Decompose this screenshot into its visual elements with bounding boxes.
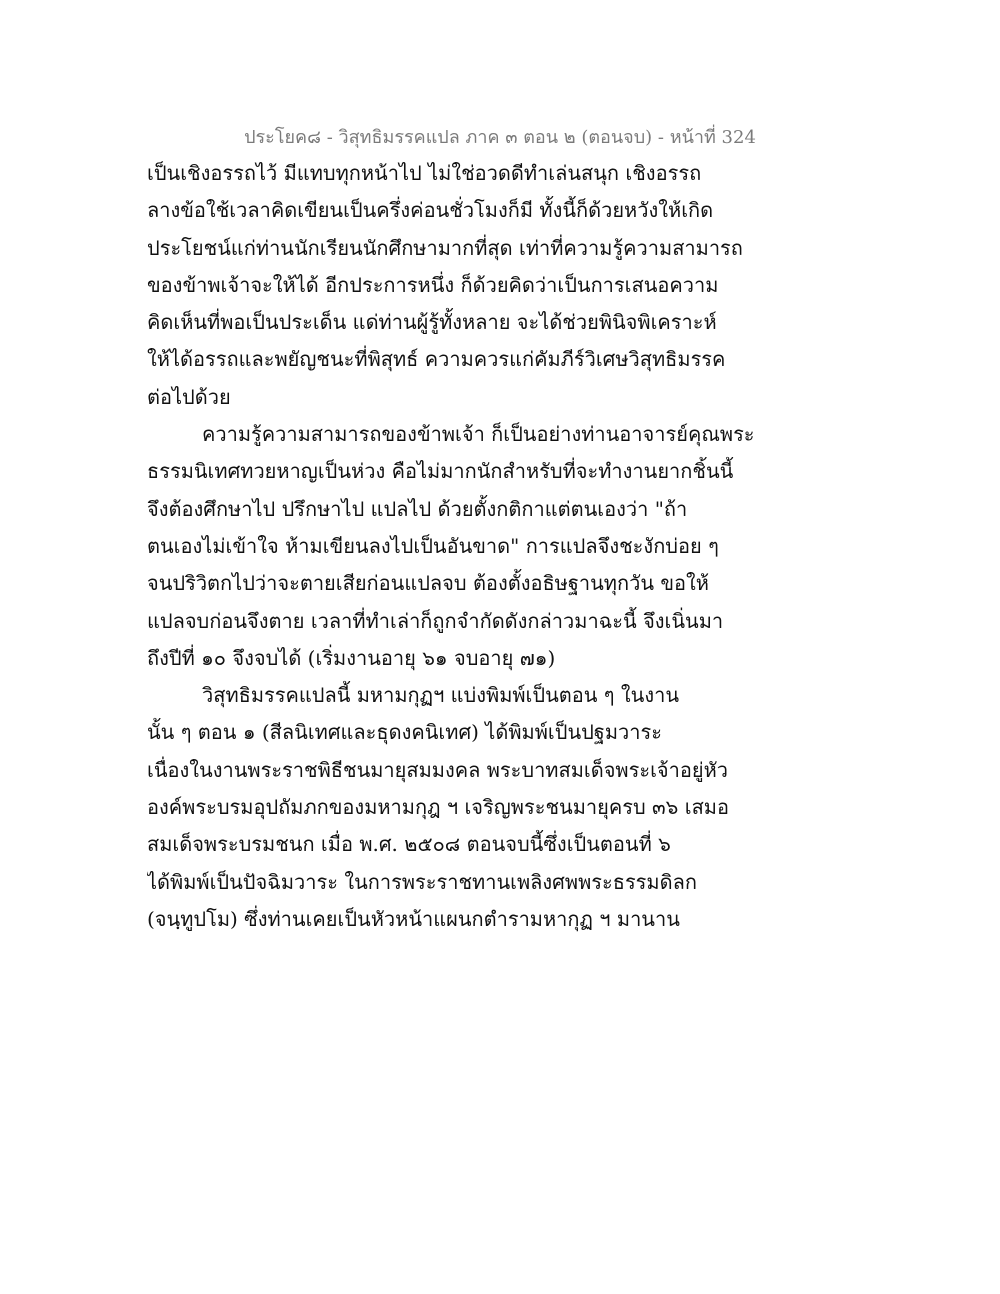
- text-line: จึงต้องศึกษาไป ปรึกษาไป แปลไป ด้วยตั้งกติกาแต่ตนเองว่า "ถ้า: [147, 496, 688, 521]
- body-text: [147, 155, 867, 938]
- text-line: (จนฺทูปโม) ซึ่งท่านเคยเป็นหัวหน้าแผนกตำรามหากุฏ ฯ มานาน: [147, 906, 680, 931]
- text-line: เป็นเชิงอรรถไว้ มีแทบทุกหน้าไป ไม่ใช่อวดดีทำเล่นสนุก เชิงอรรถ: [147, 161, 702, 185]
- text-line: คิดเห็นที่พอเป็นประเด็น แด่ท่านผู้รู้ทั้งหลาย จะได้ช่วยพินิจพิเคราะห์: [147, 310, 717, 335]
- text-line: แปลจบก่อนจึงตาย เวลาที่ทำเล่าก็ถูกจำกัดดังกล่าวมาฉะนี้ จึงเนิ่นมา: [147, 608, 724, 633]
- text-line: ได้พิมพ์เป็นปัจฉิมวาระ ในการพระราชทานเพลิงศพพระธรรมดิลก: [147, 869, 697, 894]
- text-line: นั้น ๆ ตอน ๑ (สีลนิเทศและธุดงคนิเทศ) ได้พิมพ์เป็นปฐมวาระ: [147, 720, 662, 745]
- text-line: ประโยชน์แก่ท่านนักเรียนนักศึกษามากที่สุด เท่าที่ความรู้ความสามารถ: [147, 235, 743, 260]
- text-line: สมเด็จพระบรมชนก เมื่อ พ.ศ. ๒๕๐๘ ตอนจบนี้ซึ่งเป็นตอนที่ ๖: [147, 832, 671, 857]
- text-line: ให้ได้อรรถและพยัญชนะที่พิสุทธ์ ความควรแก่คัมภีร์วิเศษวิสุทธิมรรค: [147, 347, 726, 372]
- paragraph-start-line: วิสุทธิมรรคแปลนี้ มหามกุฏฯ แบ่งพิมพ์เป็นตอน ๆ ในงาน: [202, 683, 679, 708]
- text-line: ธรรมนิเทศทวยหาญเป็นห่วง คือไม่มากนักสำหรับที่จะทำงานยากชิ้นนี้: [147, 459, 734, 484]
- text-line: ตนเองไม่เข้าใจ ห้ามเขียนลงไปเป็นอันขาด" การแปลจึงชะงักบ่อย ๆ: [147, 533, 719, 558]
- text-line: จนปริวิตกไปว่าจะตายเสียก่อนแปลจบ ต้องตั้งอธิษฐานทุกวัน ขอให้: [147, 571, 709, 596]
- text-line: องค์พระบรมอุปถัมภกของมหามกุฎ ฯ เจริญพระชนมายุครบ ๓๖ เสมอ: [147, 795, 729, 820]
- running-header: ประโยค๘ - วิสุทธิมรรคแปล ภาค ๓ ตอน ๒ (ตอนจบ) - หน้าที่ 324: [244, 127, 756, 148]
- paragraph-start-line: ความรู้ความสามารถของข้าพเจ้า ก็เป็นอย่างท่านอาจารย์คุณพระ: [202, 422, 755, 447]
- text-line: ถึงปีที่ ๑๐ จึงจบได้ (เริ่มงานอายุ ๖๑ จบอายุ ๗๑): [147, 645, 556, 670]
- text-line: ต่อไปด้วย: [147, 384, 231, 409]
- text-line: ของข้าพเจ้าจะให้ได้ อีกประการหนึ่ง ก็ด้วยคิดว่าเป็นการเสนอความ: [147, 272, 719, 297]
- text-line: ลางข้อใช้เวลาคิดเขียนเป็นครึ่งค่อนชั่วโมงก็มี ทั้งนี้ก็ด้วยหวังให้เกิด: [147, 198, 714, 223]
- text-line: เนื่องในงานพระราชพิธีชนมายุสมมงคล พระบาทสมเด็จพระเจ้าอยู่หัว: [147, 757, 729, 782]
